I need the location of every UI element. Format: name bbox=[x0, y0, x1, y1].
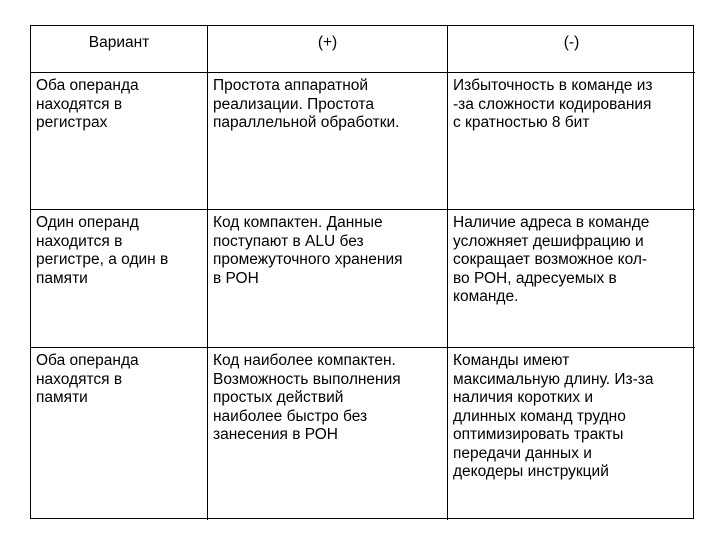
row-3-pros: Код наиболее компактен. Возможность выполнения простых действий наиболее быстро без занесения в РОН bbox=[208, 348, 448, 520]
row-2-variant: Один операнд находится в регистре, а один в памяти bbox=[31, 210, 208, 348]
row-1-pros: Простота аппаратной реализации. Простота параллельной обработки. bbox=[208, 73, 448, 210]
header-cons: (-) bbox=[448, 26, 695, 73]
header-variant: Вариант bbox=[31, 26, 208, 73]
row-2-cons: Наличие адреса в команде усложняет дешифрацию и сокращает возможное кол- во РОН, адресуемых в команде. bbox=[448, 210, 695, 348]
header-pros: (+) bbox=[208, 26, 448, 73]
row-3-variant: Оба операнда находятся в памяти bbox=[31, 348, 208, 520]
row-1-cons: Избыточность в команде из -за сложности кодирования с кратностью 8 бит bbox=[448, 73, 695, 210]
row-3-cons: Команды имеют максимальную длину. Из-за наличия коротких и длинных команд трудно оптимизировать тракты передачи данных и декодеры инструкций bbox=[453, 352, 654, 480]
row-2-pros: Код компактен. Данные поступают в ALU без промежуточного хранения в РОН bbox=[208, 210, 448, 348]
row-1-variant: Оба операнда находятся в регистрах bbox=[31, 73, 208, 210]
addressing-comparison-table bbox=[30, 25, 694, 519]
